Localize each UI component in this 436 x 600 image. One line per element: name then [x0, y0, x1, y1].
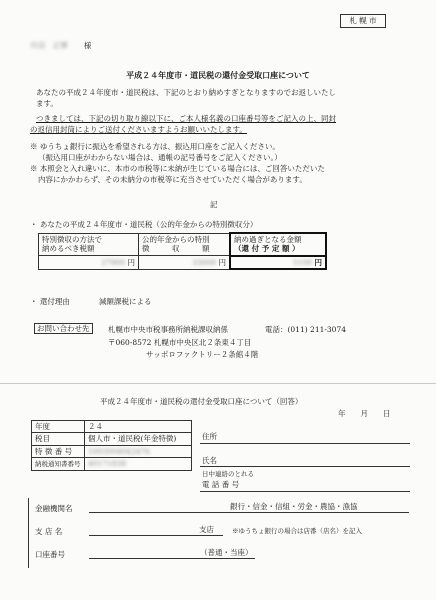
- branch-label: 支 店 名: [35, 527, 63, 536]
- refund-reason: 減額課税による: [99, 297, 152, 306]
- para1-line2: ます。: [36, 99, 58, 108]
- note1-line1: ※ ゆうちょ銀行に振込を希望される方は、振込用口座をご記入ください。: [30, 142, 280, 151]
- branch-note: ※ゆうちょ銀行の場合は店番（店名）を記入: [232, 527, 362, 535]
- inquiry-org: 札幌市中央市税事務所納税課収納係: [108, 325, 228, 334]
- col2-header: [139, 233, 231, 256]
- amount-collected-cell: [139, 256, 231, 269]
- col3-header: [230, 233, 326, 256]
- refund-reason-label: ・ 還付理由: [30, 297, 70, 306]
- col3-header-line2: （還 付 予 定 額 ）: [234, 244, 300, 254]
- year-label: 年度: [32, 421, 85, 433]
- account-number-field[interactable]: [89, 558, 255, 559]
- account-number-label: 口座番号: [35, 550, 65, 559]
- phone-field[interactable]: [200, 491, 410, 492]
- taxpayer-number-label: 特 徴 番 号: [32, 445, 85, 457]
- inquiry-phone: 電話：(011) 211-3074: [265, 325, 346, 334]
- addressee: [30, 41, 91, 50]
- col1-header-line2: 納めるべき税額: [42, 244, 95, 254]
- col3-header-line1: 納め過ぎとなる金額: [234, 235, 302, 244]
- branch-suffix: 支店: [199, 525, 214, 534]
- bank-types: 銀行・信金・信組・労金・農協・漁協: [230, 502, 358, 511]
- amount-due: 27900: [101, 257, 126, 267]
- yen-unit: 円: [314, 257, 322, 267]
- tax-item-label: 税目: [32, 433, 85, 445]
- section-label: ・ あなたの平成２４年度市・道民税（公的年金からの特別徴収分）: [30, 220, 258, 229]
- note1-line2: （振込用口座がわからない場合は、通帳の記号番号をご記入ください。）: [38, 153, 282, 162]
- inquiry-address-line1: 〒060-8572 札幌市中央区北２条東４丁目: [108, 338, 252, 347]
- col2-header-line2: 徴 収 額: [142, 244, 210, 254]
- refund-amount-cell: [230, 256, 326, 269]
- inquiry-address-line2: サッポロファクトリー２条館４階: [146, 350, 259, 359]
- notice-number-label: 納税通知書番号: [32, 458, 85, 470]
- para2-line1: つきましては、下記の切り取り線以下に、ご本人様名義の口座番号等をご記入の上、同封: [36, 114, 336, 123]
- bank-name-field[interactable]: [89, 512, 409, 513]
- notice-title: 平成２４年度市・道民税の還付金受取口座について: [126, 70, 310, 80]
- col1-header: [39, 233, 139, 256]
- note2-line1: ※ 本照会と入れ違いに、本市の市税等に未納が生じている場合には、ご回答いただいた: [30, 164, 325, 173]
- refund-amount: 5100: [293, 257, 313, 267]
- taxpayer-info-table: [31, 420, 192, 471]
- para1-line1: あなたの平成２４年度市・道民税は、下記のとおり納めすぎとなりますのでお返しいたし: [36, 88, 336, 97]
- amount-due-cell: [39, 256, 139, 269]
- left-margin-rule: [28, 498, 29, 568]
- reply-title: 平成２４年度市・道民税の還付金受取口座について（回答）: [100, 397, 303, 406]
- honorific: 様: [83, 41, 92, 50]
- address-field[interactable]: [200, 443, 410, 444]
- para2-line2: の返信用封筒によりご送付くださいますようお願いいたします。: [30, 125, 247, 134]
- name-field[interactable]: [200, 466, 410, 467]
- address-label: 住所: [202, 432, 217, 441]
- amount-collected: 33000: [192, 257, 217, 267]
- inquiry-label: お問い合わせ先: [34, 323, 93, 334]
- cut-line: [0, 383, 436, 384]
- city-label-box: 札 幌 市: [340, 14, 386, 28]
- addressee-name: 丹羽 正博: [30, 41, 68, 50]
- notice-number-value: 40171838: [85, 458, 192, 470]
- col2-header-line1: 公的年金からの特別: [142, 235, 210, 244]
- daytime-contact-label: 日中連絡のとれる: [202, 470, 254, 478]
- phone-label: 電 話 番 号: [202, 480, 240, 489]
- bank-name-label: 金融機関名: [35, 504, 73, 513]
- refund-amount-table: [38, 232, 327, 270]
- branch-field[interactable]: [89, 535, 223, 536]
- taxpayer-number-value: 1003004042476: [85, 445, 192, 457]
- reply-date: 年 月 日: [338, 409, 391, 418]
- col1-header-line1: 特別徴収の方法で: [42, 235, 102, 244]
- account-types: （普通・当座）: [200, 548, 253, 557]
- name-label: 氏名: [202, 456, 217, 465]
- yen-unit: 円: [127, 257, 135, 267]
- yen-unit: 円: [218, 257, 226, 267]
- ki-mark: 記: [210, 200, 218, 209]
- tax-item-value: 個人市・道民税(年金特徴): [85, 433, 192, 445]
- note2-line2: 内容にかかわらず、その未納分の市税等に充当させていただく場合があります。: [38, 175, 307, 184]
- year-value: ２４: [85, 421, 192, 433]
